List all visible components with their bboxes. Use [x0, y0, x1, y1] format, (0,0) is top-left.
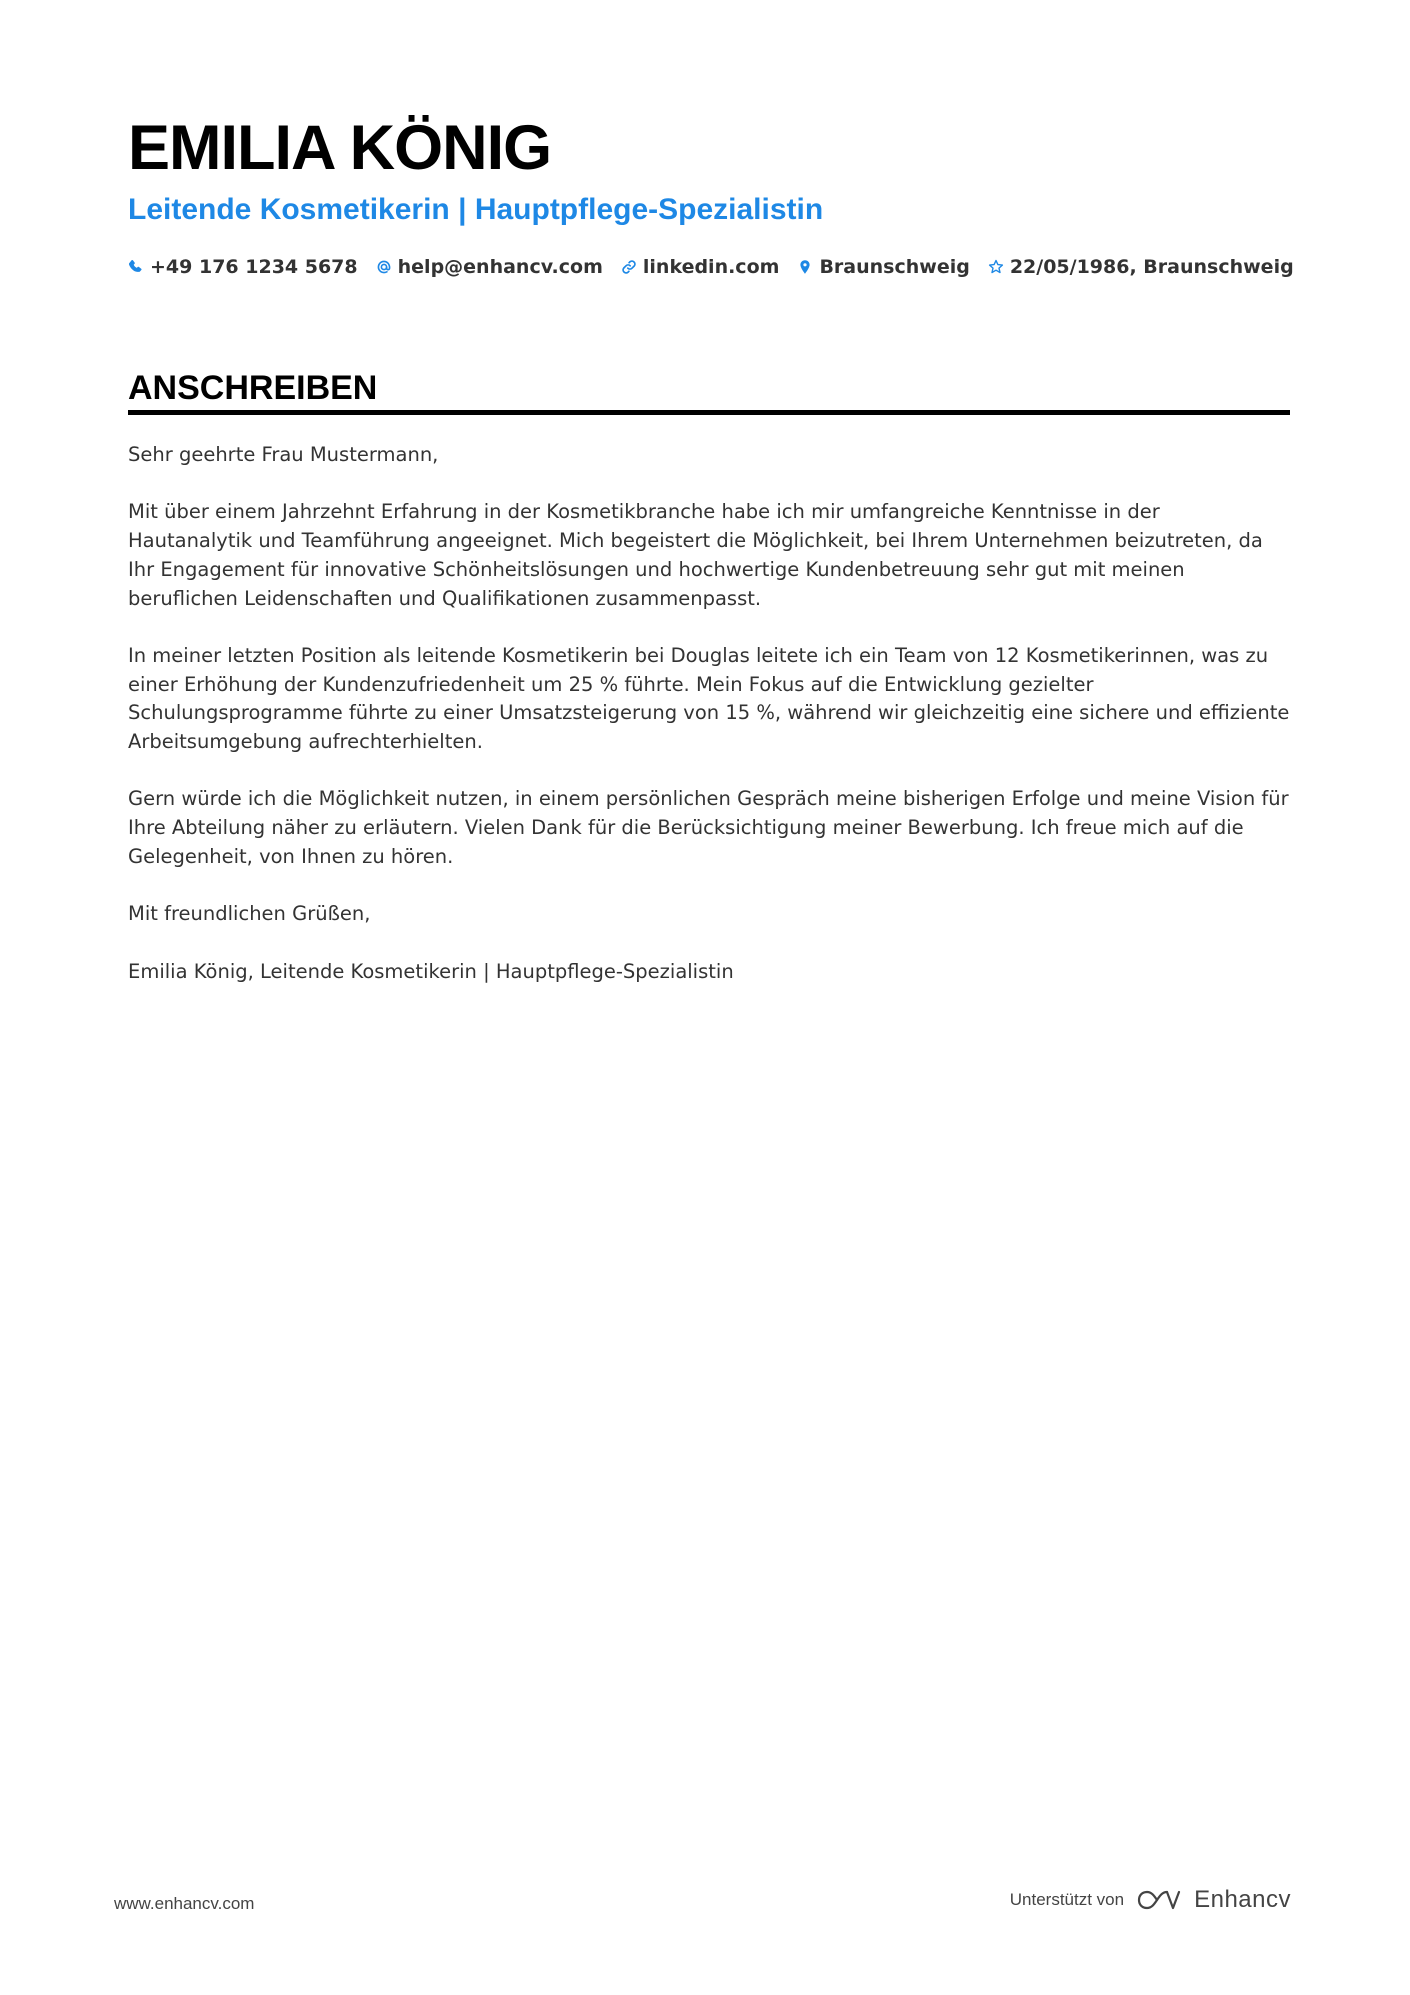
candidate-name: EMILIA KÖNIG: [128, 113, 552, 183]
contact-linkedin-text: linkedin.com: [642, 256, 780, 278]
letter-paragraph: Mit über einem Jahrzehnt Erfahrung in der Kosmetikbranche habe ich mir umfangreiche Kenntnisse in der Hautanalytik und Teamführung angeeignet. Mich begeistert die Möglichkeit, bei Ihrem Unternehmen beizutreten, da Ihr Engagement für innovative Schönheitslösungen und hochwertige Kundenbetreuung sehr gut mit meinen beruflichen Leidenschaften und Qualifikationen zusammenpasst.: [128, 500, 1263, 610]
contact-location-text: Braunschweig: [819, 256, 970, 278]
enhancv-logo-text: Enhancv: [1194, 1886, 1291, 1913]
link-icon: [621, 259, 637, 275]
contact-phone-text: +49 176 1234 5678: [150, 256, 358, 278]
contact-linkedin[interactable]: [621, 252, 780, 282]
footer-branding: [1010, 1886, 1291, 1914]
at-icon: [376, 259, 392, 275]
location-pin-icon: [797, 259, 813, 275]
candidate-headline: Leitende Kosmetikerin | Hauptpflege-Spezialistin: [128, 193, 824, 226]
contact-birth: [988, 252, 1294, 282]
contact-email[interactable]: [376, 252, 603, 282]
contact-email-text: help@enhancv.com: [397, 256, 603, 278]
letter-salutation: Sehr geehrte Frau Mustermann,: [128, 443, 439, 466]
contact-bar: [128, 252, 1312, 282]
phone-icon: [128, 259, 144, 275]
letter-paragraph: Gern würde ich die Möglichkeit nutzen, in einem persönlichen Gespräch meine bisherigen Erfolge und meine Vision für Ihre Abteilung näher zu erläutern. Vielen Dank für die Berücksichtigung meiner Bewerbung. Ich freue mich auf die Gelegenheit, von Ihnen zu hören.: [128, 787, 1289, 868]
letter-closing: Mit freundlichen Grüßen,: [128, 902, 371, 926]
contact-location: [797, 252, 969, 282]
letter-body: [128, 441, 1290, 1015]
contact-birth-text: 22/05/1986, Braunschweig: [1009, 256, 1294, 278]
section-divider: [128, 410, 1290, 415]
letter-paragraph: In meiner letzten Position als leitende Kosmetikerin bei Douglas leitete ich ein Team von 12 Kosmetikerinnen, was zu einer Erhöhung der Kundenzufriedenheit um 25 % führte. Mein Fokus auf die Entwicklung gezielter Schulungsprogramme führte zu einer Umsatzsteigerung von 15 %, während wir gleichzeitig eine sichere und effiziente Arbeitsumgebung aufrechterhielten.: [128, 643, 1290, 753]
contact-phone: [128, 252, 358, 282]
letter-signature: Emilia König, Leitende Kosmetikerin | Hauptpflege-Spezialistin: [128, 959, 734, 983]
section-title: ANSCHREIBEN: [128, 369, 378, 407]
star-icon: [988, 259, 1004, 275]
enhancv-logo-icon: [1136, 1888, 1182, 1912]
footer-url[interactable]: www.enhancv.com: [114, 1894, 255, 1913]
powered-by-label: Unterstützt von: [1009, 1890, 1125, 1909]
